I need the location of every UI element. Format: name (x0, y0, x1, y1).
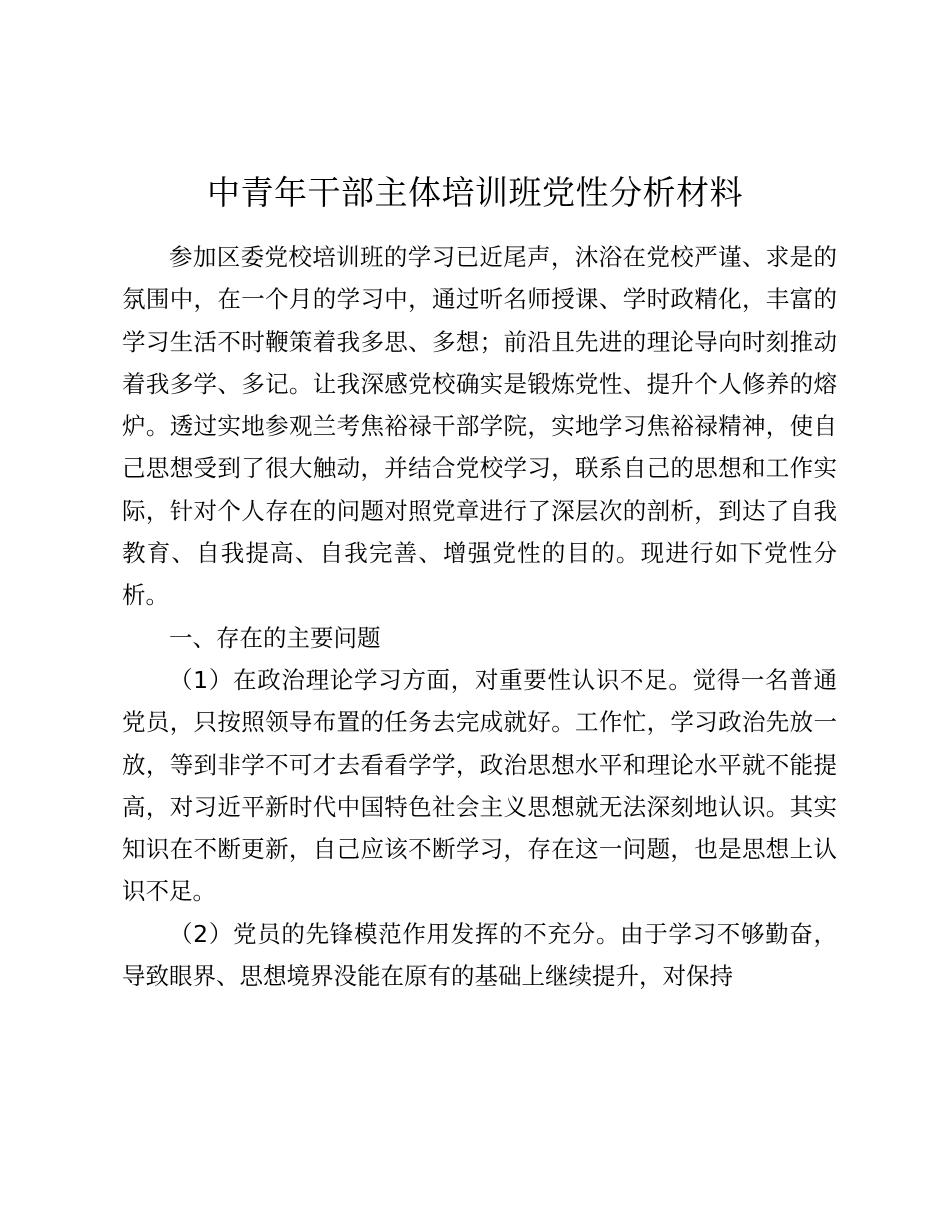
document-body (122, 236, 837, 997)
document-title: 中青年干部主体培训班党性分析材料 (207, 173, 743, 212)
intro-paragraph: 参加区委党校培训班的学习已近尾声，沐浴在党校严谨、求是的氛围中，在一个月的学习中，通过听名师授课、学时政精化，丰富的学习生活不时鞭策着我多思、多想；前沿且先进的理论导向时刻推动着我多学、多记。让我深感党校确实是锻炼党性、提升个人修养的熔炉。透过实地参观兰考焦裕禄干部学院，实地学习焦裕禄精神，使自己思想受到了很大触动，并结合党校学习，联系自己的思想和工作实际，针对个人存在的问题对照党章进行了深层次的剖析，到达了自我教育、自我提高、自我完善、增强党性的目的。现进行如下党性分析。 (122, 243, 837, 610)
problem-paragraph-1: （1）在政治理论学习方面，对重要性认识不足。觉得一名普通党员，只按照领导布置的任务去完成就好。工作忙，学习政治先放一放，等到非学不可才去看看学学，政治思想水平和理论水平就不能提高，对习近平新时代中国特色社会主义思想就无法深刻地认识。其实知识在不断更新，自己应该不断学习，存在这一问题，也是思想上认识不足。 (122, 665, 837, 906)
section-heading: 一、存在的主要问题 (169, 623, 381, 652)
problem-paragraph-2: （2）党员的先锋模范作用发挥的不充分。由于学习不够勤奋，导致眼界、思想境界没能在原有的基础上继续提升，对保持 (122, 919, 837, 991)
